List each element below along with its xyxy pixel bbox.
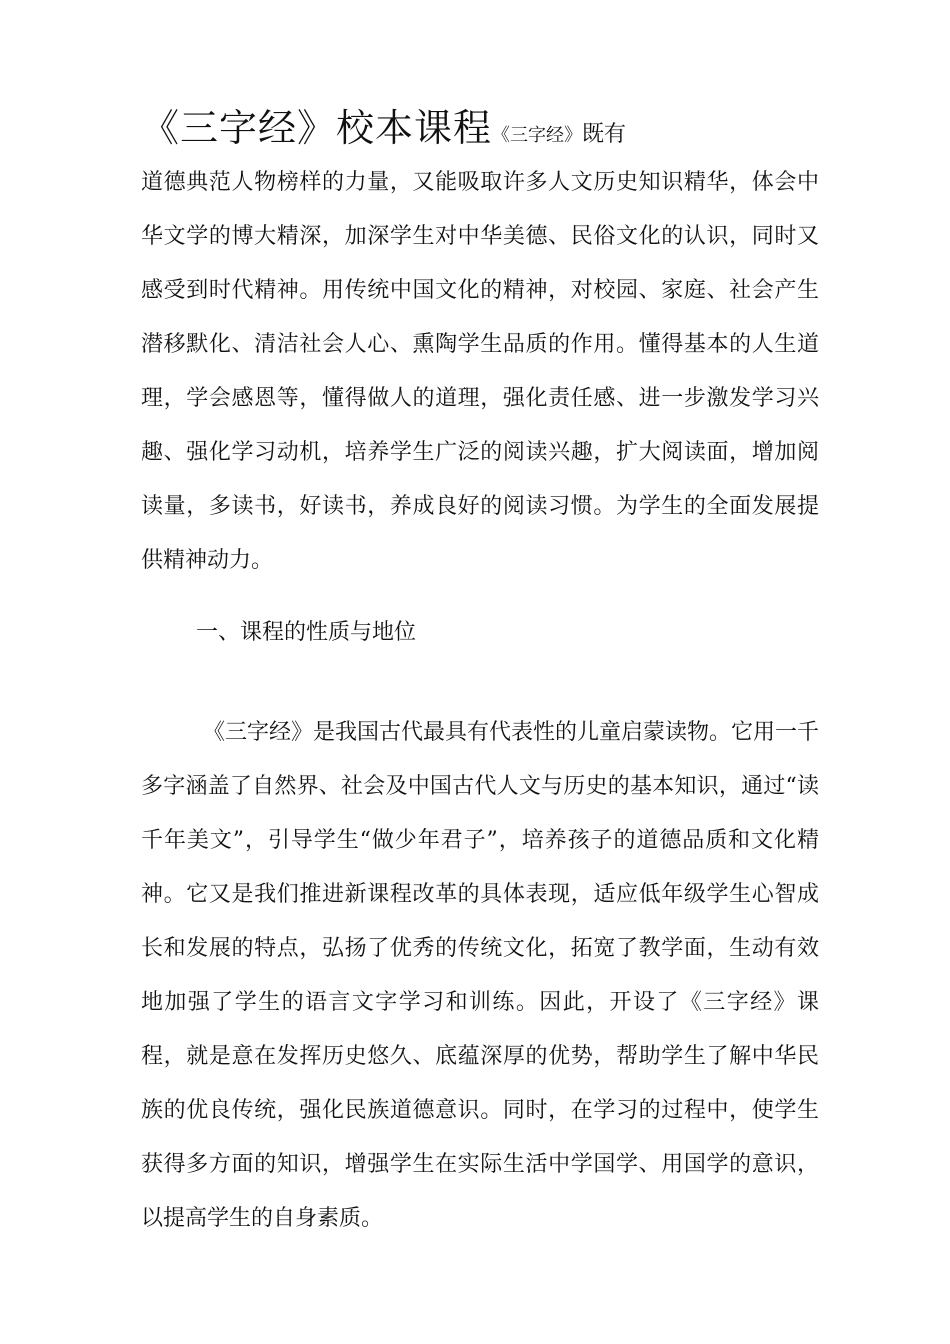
intro-paragraph bbox=[141, 100, 819, 588]
section-heading: 一、课程的性质与地位 bbox=[196, 620, 417, 645]
section-body-paragraph: 《三字经》是我国古代最具有代表性的儿童启蒙读物。它用一千多字涵盖了自然界、社会及中国古代人文与历史的基本知识，通过“读千年美文”，引导学生“做少年君子”，培养孩子的道德品质和文化精神。它又是我们推进新课程改革的具体表现，适应低年级学生心智成长和发展的特点，弘扬了优秀的传统文化，拓宽了教学面，生动有效地加强了学生的语言文字学习和训练。因此，开设了《三字经》课程，就是意在发挥历史悠久、底蕴深厚的优势，帮助学生了解中华民族的优良传统，强化民族道德意识。同时，在学习的过程中，使学生获得多方面的知识，增强学生在实际生活中学国学、用国学的意识，以提高学生的自身素质。 bbox=[141, 720, 820, 1231]
title-tail: 既有 bbox=[582, 122, 627, 147]
document-title: 《三字经》校本课程 bbox=[141, 106, 493, 150]
intro-text: 道德典范人物榜样的力量，又能吸取许多人文历史知识精华，体会中华文学的博大精深，加深学生对中华美德、民俗文化的认识，同时又感受到时代精神。用传统中国文化的精神，对校园、家庭、社会产生潜移默化、清洁社会人心、熏陶学生品质的作用。懂得基本的人生道理，学会感恩等，懂得做人的道理，强化责任感、进一步激发学习兴趣、强化学习动机，培养学生广泛的阅读兴趣，扩大阅读面，增加阅读量，多读书，好读书，养成良好的阅读习惯。为学生的全面发展提供精神动力。 bbox=[141, 170, 819, 573]
title-tail-small: 《三字经》 bbox=[492, 125, 583, 146]
title-line bbox=[141, 100, 819, 156]
